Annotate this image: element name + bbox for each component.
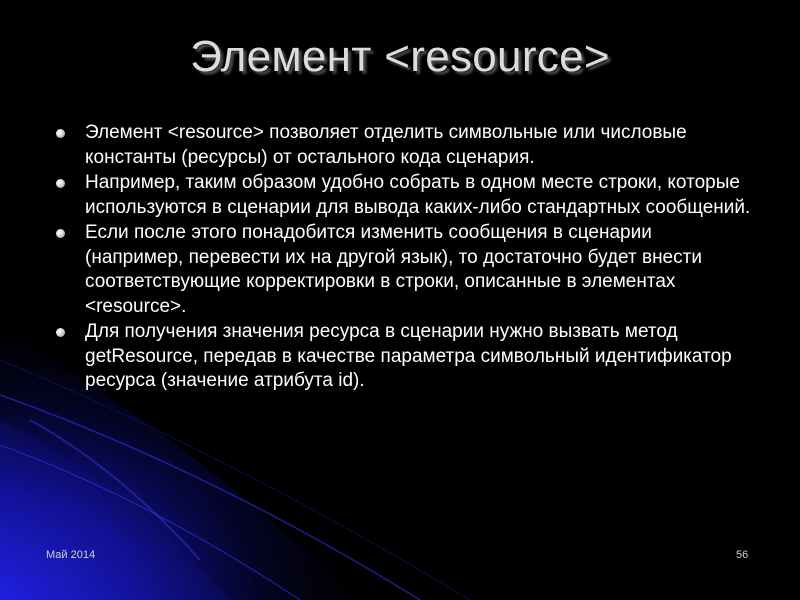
bullet-icon xyxy=(56,328,65,337)
bullet-icon xyxy=(56,129,65,138)
bullet-text: Элемент <resource> позволяет отделить символьные или числовые константы (ресурсы) от остального кода сценария. xyxy=(85,122,687,168)
bullet-item xyxy=(52,171,752,220)
slide-title: Элемент <resource> xyxy=(190,32,610,81)
bullet-list xyxy=(52,121,752,395)
page-number: 56 xyxy=(736,549,749,561)
bullet-text: Если после этого понадобится изменить сообщения в сценарии (например, перевести их на другой язык), то достаточно будет внести соответствующие корректировки в строки, описанные в элементах <resource>. xyxy=(85,222,702,317)
bullet-item xyxy=(52,320,752,394)
bullet-item xyxy=(52,121,752,170)
bullet-icon xyxy=(56,179,65,188)
bullet-icon xyxy=(56,229,65,238)
bullet-item xyxy=(52,221,752,319)
bullet-text: Для получения значения ресурса в сценарии нужно вызвать метод getResource, передав в качестве параметра символьный идентификатор ресурса (значение атрибута id). xyxy=(85,321,732,391)
footer-date: Май 2014 xyxy=(46,549,96,561)
bullet-text: Например, таким образом удобно собрать в одном месте строки, которые используются в сценарии для вывода каких-либо стандартных сообщений. xyxy=(85,172,751,218)
